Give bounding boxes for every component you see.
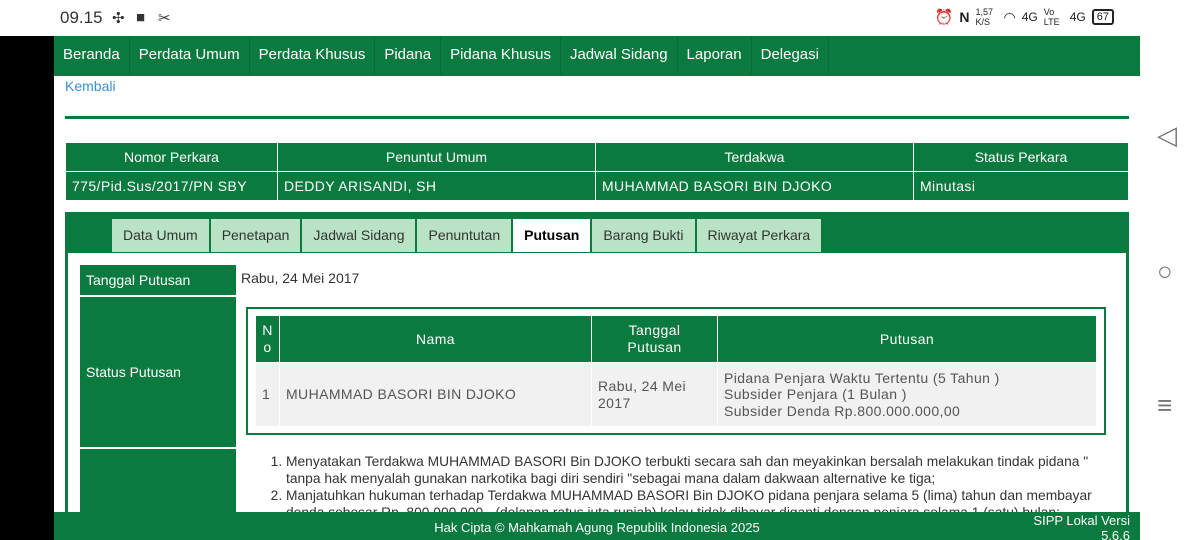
back-link[interactable]: Kembali xyxy=(65,78,116,94)
table-row xyxy=(256,363,1097,427)
list-item: 1. Menyatakan Terdakwa MUHAMMAD BASORI Bin DJOKO terbukti secara sah dan meyakinkan bersalah melakukan tindak pidana " tanpa hak menyalah gunakan narkotika bagi diri sendiri "sebagai mana dalam dakwaan alternative ke tiga; xyxy=(286,453,1116,487)
menu-item-pidana[interactable]: Pidana xyxy=(375,36,441,74)
tab-bar xyxy=(68,215,1126,253)
tanggal-putusan-label: Tanggal Putusan xyxy=(80,265,236,295)
signal-2: 4G xyxy=(1069,10,1086,24)
android-nav-bar xyxy=(1140,36,1200,540)
header-no: N o xyxy=(256,316,280,363)
tab-penuntutan[interactable]: Penuntutan xyxy=(417,219,511,252)
putusan-box xyxy=(246,307,1106,435)
menu-item-beranda[interactable]: Beranda xyxy=(54,36,130,74)
signal-volte: Vo LTE xyxy=(1043,7,1060,27)
app-window xyxy=(54,36,1140,540)
menu-item-perdata-umum[interactable]: Perdata Umum xyxy=(130,36,250,74)
recents-icon[interactable]: ≡ xyxy=(1157,390,1173,420)
row-tanggal: Rabu, 24 Mei 2017 xyxy=(592,363,718,427)
version: SIPP Lokal Versi 5.6.6 xyxy=(1033,513,1130,540)
putusan-table xyxy=(255,315,1097,427)
menu-item-pidana-khusus[interactable]: Pidana Khusus xyxy=(441,36,561,74)
tab-data-umum[interactable]: Data Umum xyxy=(112,219,209,252)
home-icon[interactable]: ○ xyxy=(1157,256,1173,286)
wifi-icon: ◠ xyxy=(1003,8,1016,25)
header-putusan: Putusan xyxy=(718,316,1097,363)
header-nama: Nama xyxy=(280,316,592,363)
back-icon[interactable]: ◁ xyxy=(1157,120,1177,150)
menu-item-laporan[interactable]: Laporan xyxy=(678,36,752,74)
menu-item-delegasi[interactable]: Delegasi xyxy=(752,36,829,74)
tab-penetapan[interactable]: Penetapan xyxy=(211,219,301,252)
pinwheel-icon: ✣ xyxy=(112,10,125,27)
nomor-perkara: 775/Pid.Sus/2017/PN SBY xyxy=(66,172,278,201)
penuntut-umum: DEDDY ARISANDI, SH xyxy=(278,172,596,201)
net-speed: 1,57 K/S xyxy=(975,7,994,27)
alarm-icon: ⏰ xyxy=(934,9,954,26)
menu-item-perdata-khusus[interactable]: Perdata Khusus xyxy=(250,36,376,74)
square-icon: ■ xyxy=(136,9,146,26)
battery-icon: 67 xyxy=(1092,9,1114,25)
status-perkara: Minutasi xyxy=(914,172,1129,201)
footer xyxy=(54,512,1140,540)
status-putusan-label: Status Putusan xyxy=(80,297,236,447)
header-tanggal: Tanggal Putusan xyxy=(592,316,718,363)
tab-riwayat-perkara[interactable]: Riwayat Perkara xyxy=(697,219,822,252)
header-terdakwa: Terdakwa xyxy=(596,143,914,172)
header-status-perkara: Status Perkara xyxy=(914,143,1129,172)
amar-putusan xyxy=(268,453,1116,521)
header-nomor-perkara: Nomor Perkara xyxy=(66,143,278,172)
row-nama: MUHAMMAD BASORI BIN DJOKO xyxy=(280,363,592,427)
clock: 09.15 xyxy=(60,8,103,27)
tab-jadwal-sidang[interactable]: Jadwal Sidang xyxy=(302,219,415,252)
row-putusan: Pidana Penjara Waktu Tertentu (5 Tahun ) Subsider Penjara (1 Bulan ) Subsider Denda Rp.800.000.000,00 xyxy=(718,363,1097,427)
nfc-icon: N xyxy=(959,9,970,25)
row-no: 1 xyxy=(256,363,280,427)
detail-panel xyxy=(65,212,1129,540)
scissors-icon: ✂ xyxy=(158,10,171,27)
terdakwa: MUHAMMAD BASORI BIN DJOKO xyxy=(596,172,914,201)
system-status-bar xyxy=(0,0,1200,36)
main-menu xyxy=(54,36,1140,76)
case-info-table xyxy=(65,142,1129,201)
signal-1: 4G xyxy=(1021,10,1038,24)
copyright: Hak Cipta © Mahkamah Agung Republik Indonesia 2025 xyxy=(434,520,760,535)
menu-item-jadwal-sidang[interactable]: Jadwal Sidang xyxy=(561,36,678,74)
tab-barang-bukti[interactable]: Barang Bukti xyxy=(592,219,694,252)
left-edge xyxy=(0,36,54,540)
status-icons xyxy=(935,7,1114,27)
tab-putusan[interactable]: Putusan xyxy=(513,219,590,252)
tanggal-putusan-value: Rabu, 24 Mei 2017 xyxy=(241,270,360,286)
header-penuntut-umum: Penuntut Umum xyxy=(278,143,596,172)
list-item: 2. Manjatuhkan hukuman terhadap Terdakwa MUHAMMAD BASORI Bin DJOKO pidana penjara selama 5 (lima) tahun dan membayar xyxy=(286,487,1116,521)
divider xyxy=(65,116,1129,119)
